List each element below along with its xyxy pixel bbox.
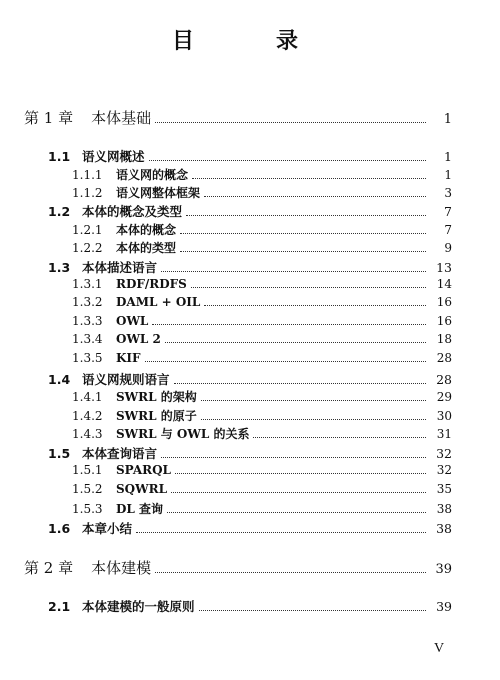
page-number: 38	[436, 502, 452, 516]
dot-leader	[161, 271, 426, 272]
toc-section-1-5[interactable]	[0, 444, 500, 462]
dot-leader	[155, 122, 426, 123]
subsection-label: OWL 2	[116, 332, 161, 346]
subsection-label: SWRL 的原子	[116, 409, 197, 423]
toc-section-1-1[interactable]	[0, 147, 500, 165]
toc-subsection-1-4-2[interactable]	[0, 407, 500, 424]
subsection-label: 本体的类型	[116, 241, 177, 255]
subsection-label: 语义网的概念	[116, 168, 189, 182]
dot-leader	[136, 532, 426, 533]
subsection-label: OWL	[116, 314, 149, 328]
toc-subsection-1-1-2[interactable]	[0, 184, 500, 201]
subsection-number: 1.1.1	[72, 168, 103, 182]
subsection-label: KIF	[116, 351, 141, 365]
dot-leader	[165, 342, 426, 343]
subsection-number: 1.2.1	[72, 223, 103, 237]
section-label: 语义网规则语言	[82, 372, 170, 387]
subsection-number: 1.1.2	[72, 186, 103, 200]
page-number: 3	[444, 186, 452, 200]
section-number: 1.1	[48, 149, 71, 164]
dot-leader	[199, 610, 426, 611]
toc-subsection-1-4-1[interactable]	[0, 388, 500, 405]
dot-leader	[175, 473, 426, 474]
dot-leader	[204, 196, 426, 197]
dot-leader	[180, 233, 426, 234]
toc-subsection-1-5-3[interactable]	[0, 500, 500, 517]
subsection-label: RDF/RDFS	[116, 277, 187, 291]
page-number: 32	[436, 446, 452, 461]
page-number: 7	[444, 223, 452, 237]
toc-subsection-1-3-1[interactable]	[0, 277, 500, 292]
dot-leader	[180, 251, 426, 252]
page-number: 18	[436, 332, 452, 346]
toc-subsection-1-1-1[interactable]	[0, 166, 500, 183]
dot-leader	[167, 512, 426, 513]
subsection-label: SWRL 的架构	[116, 390, 197, 404]
toc-subsection-1-2-1[interactable]	[0, 221, 500, 238]
toc-section-1-3[interactable]	[0, 258, 500, 276]
section-number: 1.4	[48, 372, 71, 387]
toc-subsection-1-3-2[interactable]	[0, 295, 500, 310]
chapter-number: 第 2 章	[24, 559, 74, 577]
page-number: 38	[436, 521, 452, 536]
section-number: 2.1	[48, 599, 71, 614]
page-number: 7	[444, 204, 452, 219]
toc-subsection-1-3-4[interactable]	[0, 332, 500, 347]
subsection-number: 1.2.2	[72, 241, 103, 255]
toc-subsection-1-2-2[interactable]	[0, 239, 500, 256]
toc-chapter-2[interactable]	[0, 557, 500, 578]
page-number: 16	[436, 295, 452, 309]
dot-leader	[171, 492, 426, 493]
toc-chapter-1[interactable]	[0, 107, 500, 128]
page-title: 目 录	[171, 28, 328, 54]
dot-leader	[204, 305, 426, 306]
dot-leader	[161, 457, 426, 458]
section-label: 本体建模的一般原则	[82, 599, 195, 614]
subsection-number: 1.4.3	[72, 427, 103, 441]
dot-leader	[155, 572, 426, 573]
section-number: 1.5	[48, 446, 71, 461]
dot-leader	[149, 160, 426, 161]
page-number: 32	[436, 463, 452, 477]
page-number: 39	[435, 562, 452, 577]
folio-page-number: V	[434, 641, 445, 656]
toc-subsection-1-3-5[interactable]	[0, 351, 500, 366]
toc-subsection-1-5-1[interactable]	[0, 463, 500, 478]
dot-leader	[174, 383, 426, 384]
page-number: 13	[436, 260, 452, 275]
dot-leader	[191, 287, 426, 288]
subsection-number: 1.5.1	[72, 463, 103, 477]
subsection-number: 1.5.2	[72, 482, 103, 496]
dot-leader	[201, 400, 426, 401]
section-label: 本体描述语言	[82, 260, 158, 275]
toc-section-1-6[interactable]	[0, 519, 500, 537]
subsection-number: 1.3.1	[72, 277, 103, 291]
subsection-label: SWRL 与 OWL 的关系	[116, 427, 250, 441]
chapter-number: 第 1 章	[24, 109, 74, 127]
page-number: 31	[436, 427, 452, 441]
toc-section-1-2[interactable]	[0, 202, 500, 220]
subsection-number: 1.3.2	[72, 295, 103, 309]
chapter-label: 本体建模	[91, 559, 152, 577]
dot-leader	[253, 437, 426, 438]
page-number: 14	[436, 277, 452, 291]
toc-section-2-1[interactable]	[0, 597, 500, 615]
subsection-number: 1.3.3	[72, 314, 103, 328]
page-number: 28	[436, 372, 452, 387]
section-label: 本章小结	[82, 521, 133, 536]
section-label: 语义网概述	[82, 149, 145, 164]
subsection-number: 1.3.4	[72, 332, 103, 346]
dot-leader	[192, 178, 426, 179]
page-number: 29	[436, 390, 452, 404]
subsection-label: SPARQL	[116, 463, 171, 477]
section-label: 本体查询语言	[82, 446, 158, 461]
subsection-label: DAML + OIL	[116, 295, 201, 309]
dot-leader	[145, 361, 426, 362]
subsection-label: 本体的概念	[116, 223, 177, 237]
page-number: 1	[444, 149, 452, 164]
page-number: 39	[436, 599, 452, 614]
toc-subsection-1-5-2[interactable]	[0, 482, 500, 497]
subsection-label: DL 查询	[116, 502, 164, 516]
page-number: 9	[444, 241, 452, 255]
section-number: 1.2	[48, 204, 71, 219]
dot-leader	[152, 324, 426, 325]
subsection-number: 1.3.5	[72, 351, 103, 365]
dot-leader	[186, 215, 426, 216]
subsection-number: 1.5.3	[72, 502, 103, 516]
page-number: 16	[436, 314, 452, 328]
subsection-number: 1.4.1	[72, 390, 103, 404]
page-number: 30	[436, 409, 452, 423]
subsection-label: SQWRL	[116, 482, 168, 496]
page-number: 35	[436, 482, 452, 496]
subsection-number: 1.4.2	[72, 409, 103, 423]
chapter-label: 本体基础	[91, 109, 152, 127]
toc-subsection-1-4-3[interactable]	[0, 425, 500, 442]
page-number: 28	[436, 351, 452, 365]
toc-section-1-4[interactable]	[0, 370, 500, 388]
dot-leader	[201, 419, 426, 420]
page-number: 1	[444, 168, 452, 182]
subsection-label: 语义网整体框架	[116, 186, 201, 200]
toc-subsection-1-3-3[interactable]	[0, 314, 500, 329]
section-number: 1.3	[48, 260, 71, 275]
section-label: 本体的概念及类型	[82, 204, 183, 219]
page-number: 1	[443, 112, 452, 127]
section-number: 1.6	[48, 521, 71, 536]
